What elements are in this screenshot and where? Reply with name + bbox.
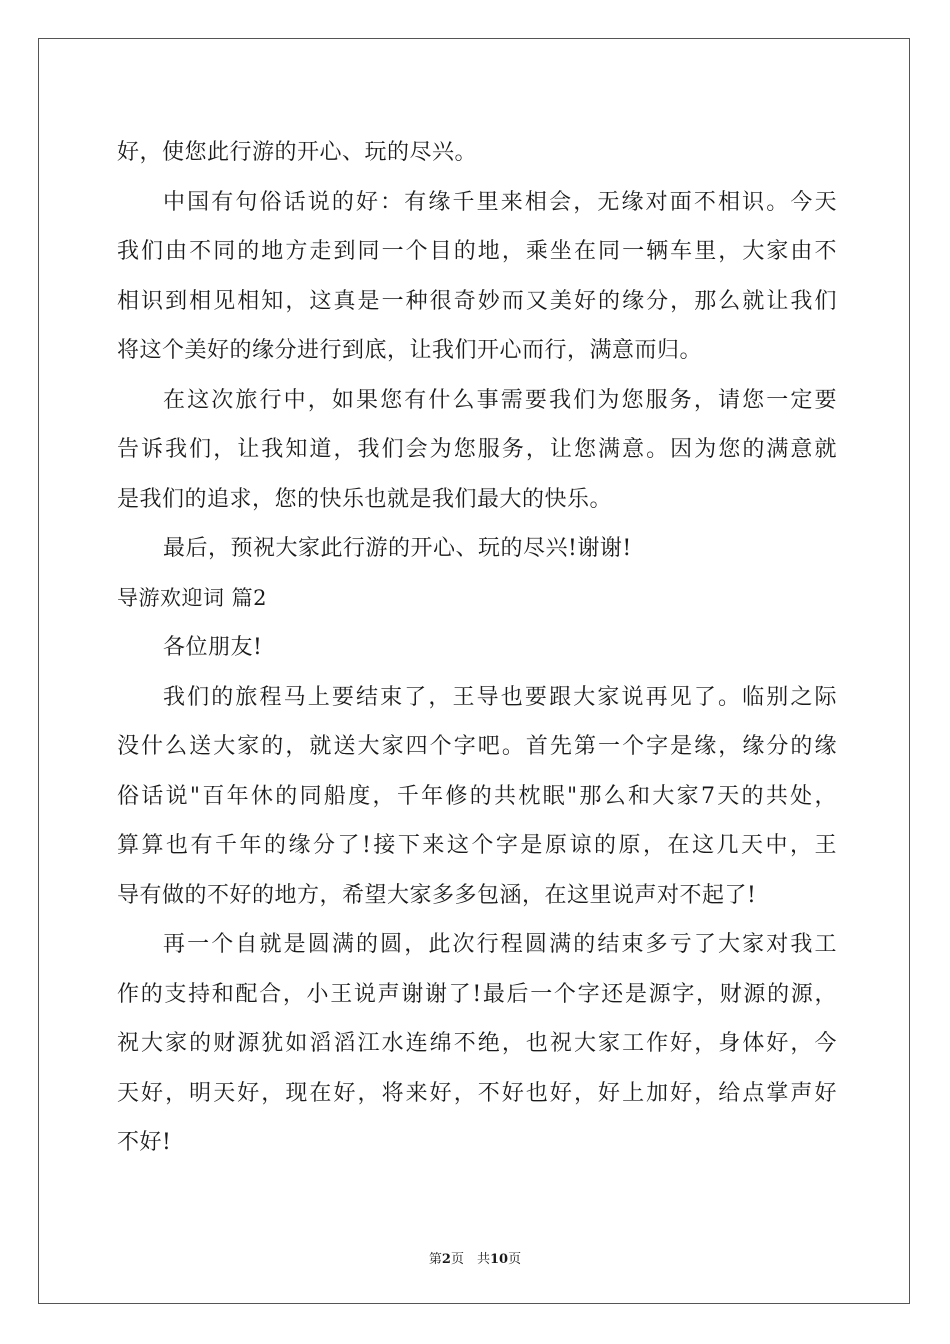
paragraph-line: 告诉我们，让我知道，我们会为您服务，让您满意。因为您的满意就 [117, 437, 837, 462]
paragraph-line: 算算也有千年的缘分了!接下来这个字是原谅的原，在这几天中，王 [117, 833, 837, 858]
paragraph-line: 我们的旅程马上要结束了，王导也要跟大家说再见了。临别之际 [163, 684, 837, 710]
paragraph-line: 不好! [117, 1130, 172, 1155]
section-heading: 导游欢迎词 篇2 [117, 585, 268, 610]
paragraph-line: 再一个自就是圆满的圆，此次行程圆满的结束多亏了大家对我工 [163, 932, 837, 957]
paragraph-line: 相识到相见相知，这真是一种很奇妙而又美好的缘分，那么就让我们 [117, 288, 837, 314]
paragraph-line: 各位朋友! [163, 635, 263, 660]
document-body [117, 128, 837, 1168]
paragraph-line: 祝大家的财源犹如滔滔江水连绵不绝，也祝大家工作好，身体好，今 [117, 1031, 837, 1056]
paragraph-line: 是我们的追求，您的快乐也就是我们最大的快乐。 [117, 486, 613, 512]
paragraph-line: 没什么送大家的，就送大家四个字吧。首先第一个字是缘，缘分的缘 [117, 734, 837, 759]
page-number-footer [0, 1248, 950, 1267]
paragraph-line: 作的支持和配合，小王说声谢谢了!最后一个字还是源字，财源的源， [117, 981, 837, 1007]
page-mid: 页 共 [450, 1252, 490, 1267]
paragraph-line: 导有做的不好的地方，希望大家多多包涵，在这里说声对不起了! [117, 882, 757, 908]
paragraph-line: 最后，预祝大家此行游的开心、玩的尽兴!谢谢! [163, 536, 632, 561]
paragraph-line: 将这个美好的缘分进行到底，让我们开心而行，满意而归。 [117, 338, 703, 363]
paragraph-line: 我们由不同的地方走到同一个目的地，乘坐在同一辆车里，大家由不 [117, 239, 837, 264]
paragraph-line: 中国有句俗话说的好：有缘千里来相会，无缘对面不相识。今天 [163, 189, 837, 215]
current-page-number: 2 [441, 1252, 451, 1267]
total-page-number: 10 [489, 1252, 509, 1267]
paragraph-line: 天好，明天好，现在好，将来好，不好也好，好上加好，给点掌声好 [117, 1080, 837, 1106]
paragraph-line: 好，使您此行游的开心、玩的尽兴。 [117, 140, 478, 165]
page-suffix: 页 [508, 1252, 522, 1267]
page-prefix: 第 [428, 1252, 442, 1267]
paragraph-line: 在这次旅行中，如果您有什么事需要我们为您服务，请您一定要 [163, 387, 837, 413]
paragraph-line: 俗话说"百年休的同船度，千年修的共枕眠"那么和大家7天的共处， [117, 783, 837, 809]
